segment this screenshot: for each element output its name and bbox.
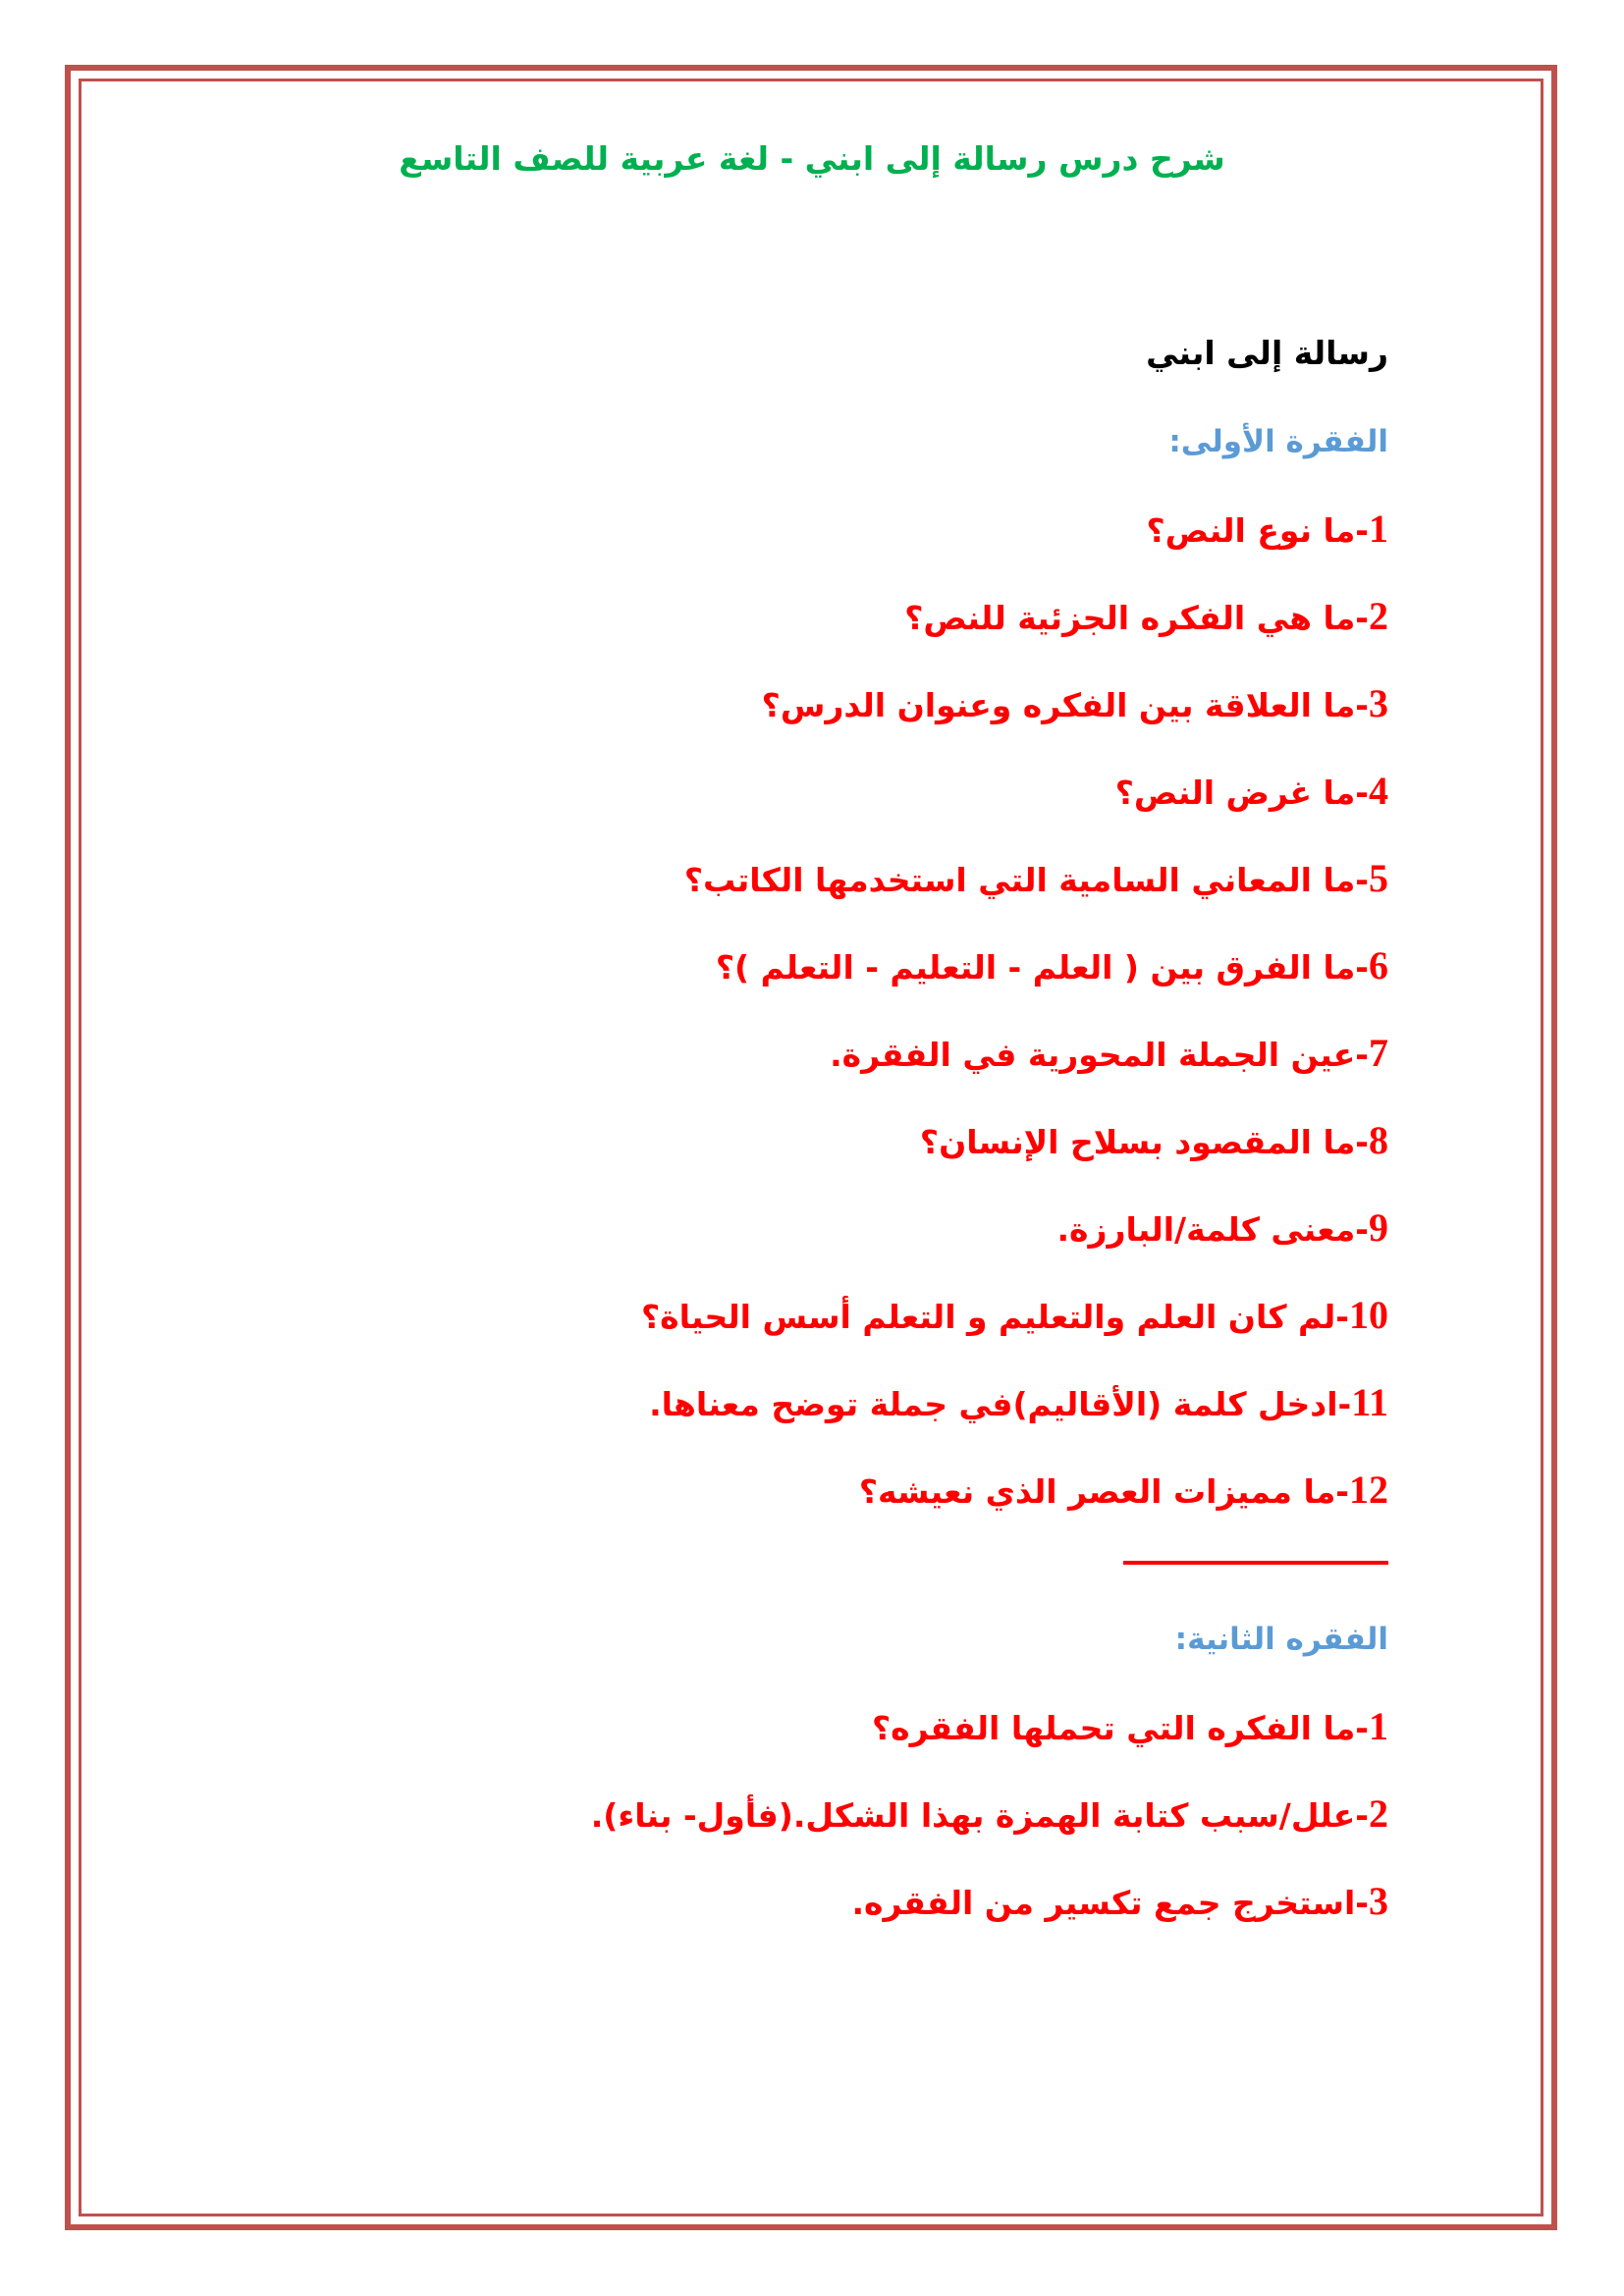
question-number: 1 [1369,507,1388,551]
question-text: -استخرج جمع تكسير من الفقره. [851,1884,1369,1922]
question-item [259,1199,1388,1257]
question-item [259,1461,1388,1520]
section-heading-first-paragraph: الفقرة الأولى: [1168,424,1388,459]
question-text: -ما هي الفكره الجزئية للنص؟ [904,599,1369,637]
question-item [259,936,1388,995]
question-number: 3 [1369,681,1388,725]
question-number: 10 [1349,1293,1388,1337]
question-item [259,849,1388,908]
question-number: 11 [1351,1380,1388,1424]
question-text: -ما غرض النص؟ [1114,774,1369,812]
question-number: 2 [1369,594,1388,638]
question-item [259,1111,1388,1170]
question-text: -لم كان العلم والتعليم و التعلم أسس الحياة؟ [641,1298,1349,1336]
question-item [259,1373,1388,1432]
question-text: -معنى كلمة/البارزة. [1056,1210,1369,1249]
question-text: -ما الفرق بين ( العلم - التعليم - التعلم )؟ [715,948,1369,987]
question-item [259,1286,1388,1345]
question-item [259,1785,1388,1843]
question-number: 3 [1369,1879,1388,1923]
question-text: -ما نوع النص؟ [1146,511,1369,550]
page-title: شرح درس رسالة إلى ابني - لغة عربية للصف التاسع [399,139,1225,178]
question-text: -ما المقصود بسلاح الإنسان؟ [919,1123,1369,1161]
lesson-title: رسالة إلى ابني [1146,334,1388,372]
question-item [259,762,1388,821]
question-item [259,1697,1388,1756]
question-number: 7 [1369,1031,1388,1075]
question-text: -ما الفكره التي تحملها الفقره؟ [872,1709,1369,1747]
question-number: 1 [1369,1704,1388,1748]
question-item [259,587,1388,646]
question-number: 8 [1369,1118,1388,1162]
question-text: -علل/سبب كتابة الهمزة بهذا الشكل.(فأول- بناء). [590,1796,1369,1835]
question-number: 5 [1369,856,1388,900]
question-list-second-paragraph [259,1697,1388,1931]
question-item [259,1872,1388,1931]
question-number: 4 [1369,769,1388,813]
document-body [259,324,1388,1959]
section-heading-second-paragraph: الفقره الثانية: [1174,1622,1388,1657]
question-item [259,500,1388,559]
question-number: 9 [1369,1205,1388,1250]
question-text: -عين الجملة المحورية في الفقرة. [830,1036,1369,1074]
question-item [259,674,1388,733]
question-list-first-paragraph [259,500,1388,1520]
question-text: -ما مميزات العصر الذي نعيشه؟ [858,1472,1349,1511]
question-number: 12 [1349,1468,1388,1512]
question-text: -ادخل كلمة (الأقاليم)في جملة توضح معناها. [649,1385,1352,1423]
question-number: 6 [1369,943,1388,988]
question-text: -ما المعاني السامية التي استخدمها الكاتب؟ [683,861,1369,899]
question-number: 2 [1369,1791,1388,1836]
section-divider [1123,1561,1388,1565]
question-item [259,1024,1388,1083]
question-text: -ما العلاقة بين الفكره وعنوان الدرس؟ [761,686,1369,724]
